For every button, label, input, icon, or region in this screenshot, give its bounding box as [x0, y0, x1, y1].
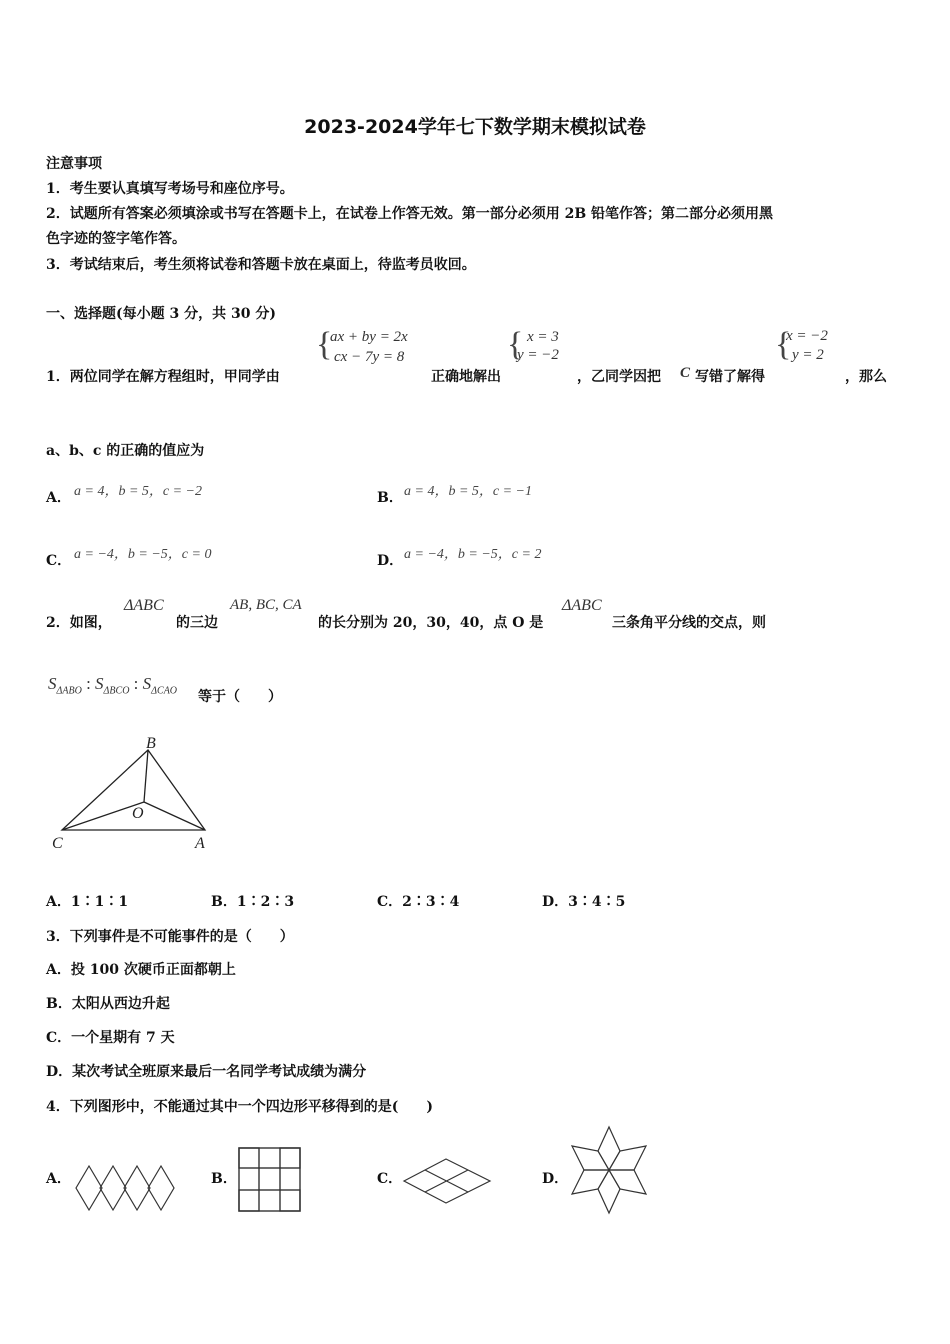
q1-sys2-eq1: x = 3 [527, 329, 559, 345]
q1-option-c: a = −4，b = −5，c = 0 [74, 547, 212, 562]
q1-c-var: C [680, 365, 691, 381]
q1-sys3-eq1: x = −2 [786, 328, 828, 344]
q2-triangle-1: ΔABC [124, 597, 164, 614]
q2-option-b: B．1∶2∶3 [211, 894, 295, 910]
q2-ratio-tail: 等于（ ） [198, 689, 282, 705]
q2-option-c: C．2∶3∶4 [377, 894, 460, 910]
q1-option-d: a = −4，b = −5，c = 2 [404, 547, 542, 562]
page-title: 2023-2024学年七下数学期末模拟试卷 [304, 116, 646, 138]
q1-prefix: 1．两位同学在解方程组时，甲同学由 [46, 369, 280, 385]
q4-label-a: A． [46, 1171, 71, 1187]
q2-ratio: $S_{\Delta ABO}$ : $S_{\Delta BCO}$ : $S_{\Delta CAO}$ [48, 674, 178, 697]
q2-mid1: 的三边 [176, 615, 218, 631]
q4-stem: 4．下列图形中，不能通过其中一个四边形平移得到的是( ) [46, 1099, 433, 1115]
notice-item-3: 3．考试结束后，考生须将试卷和答题卡放在桌面上，待监考员收回。 [46, 257, 476, 273]
q1-suffix: ，那么 [845, 369, 887, 385]
q2-label-a: A [195, 835, 205, 852]
q4-figure-b [236, 1146, 304, 1216]
q2-label-c: C [52, 835, 63, 852]
q1-sys1-brace: { [316, 326, 333, 363]
q2-label-b: B [146, 735, 156, 752]
q1-option-d-label: D． [377, 553, 404, 569]
q1-option-a-label: A． [46, 490, 71, 506]
q1-sys3-eq2: y = 2 [792, 347, 824, 363]
q2-suffix: 三条角平分线的交点，则 [612, 615, 766, 631]
q2-triangle-2: ΔABC [562, 597, 602, 614]
q2-label-o: O [132, 805, 144, 822]
q4-figure-a [72, 1162, 176, 1214]
q2-triangle-figure [40, 730, 220, 855]
q2-option-d: D．3∶4∶5 [542, 894, 626, 910]
notice-item-2-cont: 色字迹的签字笔作答。 [46, 231, 186, 247]
q3-option-c: C．一个星期有 7 天 [46, 1030, 175, 1046]
q1-option-b: a = 4，b = 5，c = −1 [404, 484, 533, 499]
q1-sys3-brace: { [775, 326, 792, 363]
notice-heading: 注意事项 [46, 156, 102, 172]
q1-option-a: a = 4，b = 5，c = −2 [74, 484, 203, 499]
q4-figure-d [568, 1124, 650, 1216]
q3-option-b: B．太阳从西边升起 [46, 996, 170, 1012]
q3-option-a: A．投 100 次硬币正面都朝上 [46, 962, 236, 978]
q1-sys2-brace: { [507, 326, 524, 363]
notice-item-1: 1．考生要认真填写考场号和座位序号。 [46, 181, 294, 197]
q1-sys1-eq2: cx − 7y = 8 [334, 349, 405, 365]
q1-option-c-label: C． [46, 553, 72, 569]
q1-mid3: 写错了解得 [695, 369, 765, 385]
q1-sys1-eq1: ax + by = 2x [330, 329, 408, 345]
q2-option-a: A．1∶1∶1 [46, 894, 129, 910]
q1-mid2: ，乙同学因把 [577, 369, 661, 385]
q2-mid2: 的长分别为 20，30，40，点 O 是 [318, 615, 544, 631]
q2-sides: AB, BC, CA [230, 597, 302, 613]
q4-label-d: D． [542, 1171, 569, 1187]
q4-figure-c [402, 1156, 494, 1206]
section-heading: 一、选择题(每小题 3 分，共 30 分) [46, 306, 276, 322]
q1-sys2-eq2: y = −2 [517, 347, 559, 363]
q4-label-b: B． [211, 1171, 237, 1187]
q1-line2: a、b、c 的正确的值应为 [46, 443, 205, 459]
q2-prefix: 2．如图， [46, 615, 112, 631]
q3-stem: 3．下列事件是不可能事件的是（ ） [46, 929, 294, 945]
q4-label-c: C． [377, 1171, 403, 1187]
q1-option-b-label: B． [377, 490, 403, 506]
q1-mid1: 正确地解出 [431, 369, 501, 385]
notice-item-2: 2．试题所有答案必须填涂或书写在答题卡上，在试卷上作答无效。第一部分必须用 2B 铅笔作答；第二部分必须用黑 [46, 206, 774, 222]
q3-option-d: D．某次考试全班原来最后一名同学考试成绩为满分 [46, 1064, 367, 1080]
